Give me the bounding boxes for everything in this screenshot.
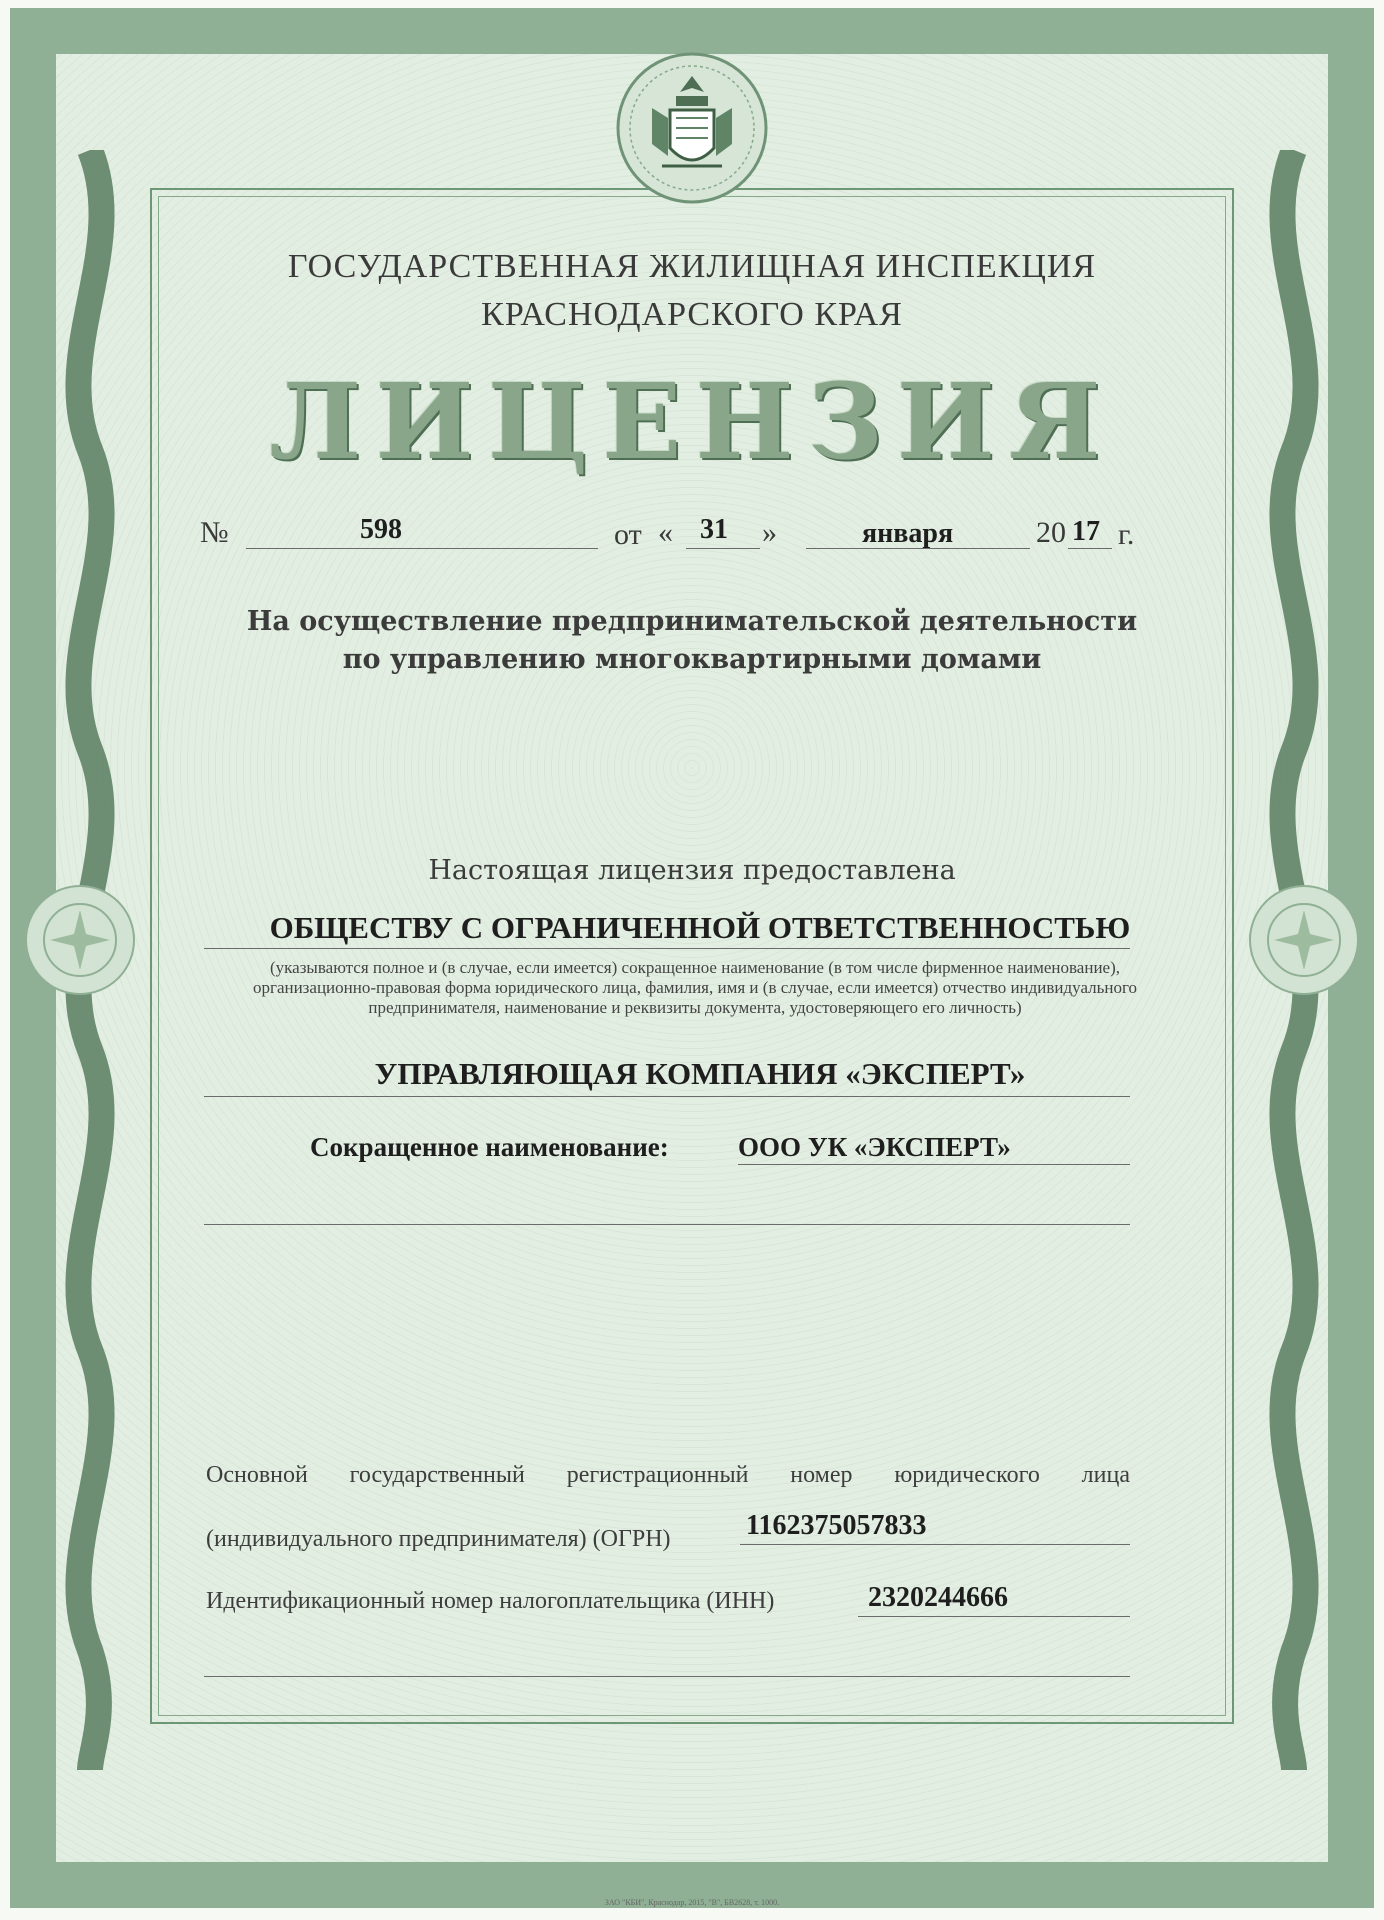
ogrn-underline <box>740 1544 1130 1545</box>
authority-title-line2: КРАСНОДАРСКОГО КРАЯ <box>481 296 903 333</box>
date-month: января <box>862 518 954 549</box>
org-name-line2-underline <box>204 1096 1130 1097</box>
coat-of-arms-icon <box>612 48 772 208</box>
date-day-line <box>686 548 760 549</box>
license-number: 598 <box>360 514 402 545</box>
date-year-suffix: 17 <box>1072 516 1100 547</box>
authority-title-line1: ГОСУДАРСТВЕННАЯ ЖИЛИЩНАЯ ИНСПЕКЦИЯ <box>287 248 1097 285</box>
short-name-underline <box>738 1164 1130 1165</box>
date-day: 31 <box>700 514 728 545</box>
date-year-unit: г. <box>1118 518 1135 551</box>
blank-line-2 <box>204 1676 1130 1677</box>
date-year-line <box>1068 548 1112 549</box>
printer-note: ЗАО "КБИ", Краснодар, 2015, "В", БВ2628, т. 1000. <box>604 1898 780 1907</box>
org-name-hint: (указываются полное и (в случае, если имеется) сокращенное наименование (в том числе фирменное наименование), организационно-правовая форма юридического лица, фамилия, имя и (в случае, если имеется) отчество индивидуального предпринимателя, наименование и реквизиты документа, удостоверяющего его личность) <box>252 958 1138 1017</box>
inn-label: Идентификационный номер налогоплательщика (ИНН) <box>206 1588 775 1614</box>
org-name-line2: УПРАВЛЯЮЩАЯ КОМПАНИЯ «ЭКСПЕРТ» <box>374 1056 1026 1091</box>
license-number-line <box>246 548 598 549</box>
license-number-label: № <box>200 516 229 549</box>
ogrn-value: 1162375057833 <box>746 1510 927 1541</box>
left-rosette-icon <box>20 880 140 1000</box>
right-rosette-icon <box>1244 880 1364 1000</box>
date-year-prefix: 20 <box>1036 516 1066 549</box>
ogrn-label-line1: Основной государственный регистрационный номер юридического лица <box>206 1462 1130 1488</box>
short-name-label: Сокращенное наименование: <box>310 1132 669 1162</box>
short-name-value: ООО УК «ЭКСПЕРТ» <box>738 1132 1011 1162</box>
date-quote-close: » <box>762 516 777 549</box>
org-name-line1-underline <box>204 948 1130 949</box>
org-name-line1: ОБЩЕСТВУ С ОГРАНИЧЕННОЙ ОТВЕТСТВЕННОСТЬЮ <box>269 910 1131 945</box>
granted-to-label: Настоящая лицензия предоставлена <box>428 855 956 886</box>
ogrn-label-line2: (индивидуального предпринимателя) (ОГРН) <box>206 1526 671 1552</box>
inn-underline <box>858 1616 1130 1617</box>
document-title: ЛИЦЕНЗИЯ <box>269 360 1115 483</box>
date-from-label: от <box>614 518 642 551</box>
purpose-line2: по управлению многоквартирными домами <box>342 644 1042 675</box>
purpose-line1: На осуществление предпринимательской деятельности <box>246 606 1138 637</box>
inn-value: 2320244666 <box>868 1582 1008 1613</box>
blank-line-1 <box>204 1224 1130 1225</box>
date-quote-open: « <box>658 516 673 549</box>
